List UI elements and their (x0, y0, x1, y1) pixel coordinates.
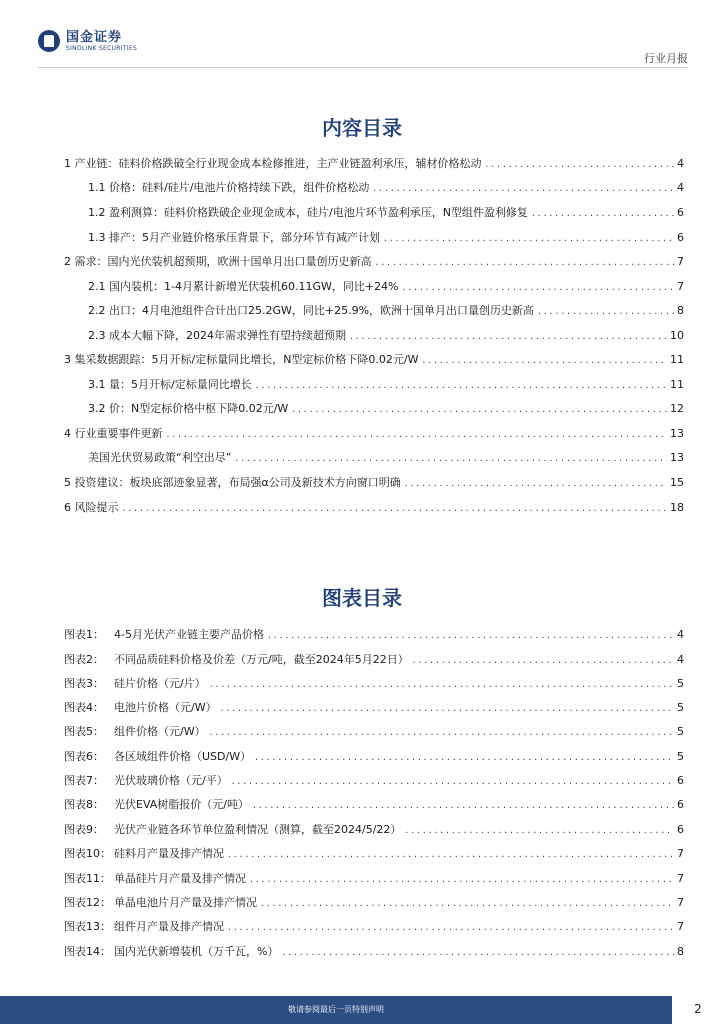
toc-leader (404, 477, 667, 491)
toc-leader (255, 379, 667, 393)
toc-entry-label: 6 风险提示 (64, 501, 119, 514)
figure-title: 硅片价格（元/片） (114, 677, 206, 690)
figure-entry-label (64, 945, 278, 959)
figure-entry-page: 7 (677, 872, 684, 885)
figure-entry[interactable] (64, 628, 684, 643)
figure-number: 图表2： (64, 653, 104, 666)
toc-entry[interactable] (64, 476, 684, 491)
toc-entry-label: 5 投资建议：板块底部迹象显著，布局强α公司及新技术方向窗口明确 (64, 476, 401, 489)
figure-number: 图表1： (64, 628, 104, 641)
figure-title: 光伏产业链各环节单位盈利情况（测算，截至2024/5/22） (114, 823, 402, 836)
toc-entry[interactable] (88, 378, 684, 393)
toc-entry[interactable] (88, 451, 684, 466)
toc-leader (485, 158, 675, 172)
footer-disclaimer: 敬请参阅最后一页特别声明 (288, 1005, 384, 1014)
figure-entry[interactable] (64, 920, 684, 935)
figure-leader (209, 726, 674, 740)
toc-entry-label: 3.1 量：5月开标/定标量同比增长 (88, 378, 252, 391)
figure-leader (227, 921, 674, 935)
figure-entry[interactable] (64, 677, 684, 692)
toc-leader (402, 281, 674, 295)
toc-entry[interactable] (64, 353, 684, 368)
logo-en: SINOLINK SECURITIES (66, 44, 138, 52)
toc-entry-label: 美国光伏贸易政策“利空出尽” (88, 451, 232, 464)
toc-entry-label: 3.2 价：N型定标价格中枢下降0.02元/W (88, 402, 289, 415)
toc-entry[interactable] (88, 206, 684, 221)
figure-number: 图表11： (64, 872, 111, 885)
figure-number: 图表12： (64, 896, 111, 909)
logo-cn: 国金证券 (66, 29, 123, 45)
toc-entry-label: 1.1 价格：硅料/硅片/电池片价格持续下跌，组件价格松动 (88, 181, 370, 194)
toc-leader (531, 207, 674, 221)
figure-number: 图表13： (64, 920, 111, 933)
figure-leader (249, 873, 674, 887)
figure-number: 图表5： (64, 725, 104, 738)
figure-number: 图表10： (64, 847, 111, 860)
toc-entry-label: 1.2 盈利测算：硅料价格跌破企业现金成本，硅片/电池片环节盈利承压，N型组件盈利修复 (88, 206, 528, 219)
figure-number: 图表8： (64, 798, 104, 811)
toc-entry-label: 3 集采数据跟踪：5月开标/定标量同比增长，N型定标价格下降0.02元/W (64, 353, 419, 366)
toc-leader (537, 305, 674, 319)
figure-leader (267, 629, 674, 643)
figure-entry-page: 7 (677, 847, 684, 860)
figure-number: 图表4： (64, 701, 104, 714)
figure-leader (404, 824, 674, 838)
figure-entry[interactable] (64, 798, 684, 813)
figure-leader (252, 799, 674, 813)
figure-entry-label (64, 725, 206, 739)
figure-entry-label (64, 701, 217, 715)
toc-entry[interactable] (88, 280, 684, 295)
figure-number: 图表14： (64, 945, 111, 958)
figure-entry-page: 4 (677, 628, 684, 641)
toc-leader (375, 256, 675, 270)
toc-entry-label: 2.1 国内装机：1-4月累计新增光伏装机60.11GW，同比+24% (88, 280, 399, 293)
toc-leader (291, 403, 667, 417)
figure-title: 电池片价格（元/W） (114, 701, 217, 714)
toc-entry[interactable] (88, 231, 684, 246)
figure-entry-label (64, 823, 401, 837)
figure-leader (254, 751, 674, 765)
figure-entry-page: 5 (677, 750, 684, 763)
figure-entry-page: 8 (677, 945, 684, 958)
toc-entry[interactable] (88, 304, 684, 319)
toc-entry-label: 2 需求：国内光伏装机超预期，欧洲十国单月出口量创历史新高 (64, 255, 372, 268)
figure-number: 图表7： (64, 774, 104, 787)
header-divider (38, 67, 688, 68)
toc-entry-page: 6 (677, 231, 684, 244)
toc-entry-page: 8 (677, 304, 684, 317)
toc-entry-label: 1 产业链：硅料价格跌破全行业现金成本检修推进，主产业链盈利承压，辅材价格松动 (64, 157, 482, 170)
toc-leader (372, 182, 674, 196)
figure-leader (281, 946, 674, 960)
figure-entry-label (64, 847, 224, 861)
toc-entry[interactable] (64, 157, 684, 172)
toc-entry-page: 18 (670, 501, 684, 514)
figure-leader (231, 775, 674, 789)
toc-entry-page: 12 (670, 402, 684, 415)
figure-title: 国内光伏新增装机（万千瓦，%） (114, 945, 279, 958)
figure-title: 组件月产量及排产情况 (114, 920, 224, 933)
toc-entry-page: 7 (677, 255, 684, 268)
toc-entry-page: 11 (670, 378, 684, 391)
toc-entry[interactable] (88, 329, 684, 344)
figure-title: 组件价格（元/W） (114, 725, 206, 738)
toc-entry[interactable] (88, 181, 684, 196)
figure-title: 不同品质硅料价格及价差（万元/吨，截至2024年5月22日） (114, 653, 409, 666)
figure-entry-page: 5 (677, 677, 684, 690)
toc-entry-page: 4 (677, 181, 684, 194)
figure-entry-label (64, 774, 228, 788)
figure-title: 光伏EVA树脂报价（元/吨） (114, 798, 250, 811)
figure-entry-label (64, 896, 257, 910)
figure-entry[interactable] (64, 847, 684, 862)
figure-entry[interactable] (64, 750, 684, 765)
figure-entry-label (64, 798, 249, 812)
figure-entry[interactable] (64, 774, 684, 789)
toc-entry-page: 4 (677, 157, 684, 170)
logo-mark-icon (38, 30, 60, 52)
toc-entry-page: 7 (677, 280, 684, 293)
figures-title: 图表目录 (322, 586, 402, 610)
page-number: 2 (694, 1002, 702, 1016)
figure-entry-page: 5 (677, 725, 684, 738)
figure-leader (260, 897, 674, 911)
figure-title: 4-5月光伏产业链主要产品价格 (114, 628, 264, 641)
figure-entry[interactable] (64, 896, 684, 911)
toc-entry-page: 15 (670, 476, 684, 489)
figure-leader (220, 702, 674, 716)
figure-entry[interactable] (64, 945, 684, 960)
figure-entry-label (64, 653, 409, 667)
figure-entry[interactable] (64, 653, 684, 668)
toc-entry-label: 4 行业重要事件更新 (64, 427, 163, 440)
toc-entry-label: 2.2 出口：4月电池组件合计出口25.2GW，同比+25.9%，欧洲十国单月出口量创历史新高 (88, 304, 535, 317)
figure-title: 单晶硅片月产量及排产情况 (114, 872, 246, 885)
toc-entry[interactable] (64, 501, 684, 516)
figure-entry[interactable] (64, 872, 684, 887)
figure-entry[interactable] (64, 701, 684, 716)
toc-entry-page: 10 (670, 329, 684, 342)
toc-entry-label: 2.3 成本大幅下降，2024年需求弹性有望持续超预期 (88, 329, 346, 342)
toc-leader (166, 428, 668, 442)
figure-entry[interactable] (64, 725, 684, 740)
figure-number: 图表9： (64, 823, 104, 836)
toc-leader (349, 330, 667, 344)
figure-entry-label (64, 628, 264, 642)
toc-entry-page: 13 (670, 427, 684, 440)
figure-title: 各区域组件价格（USD/W） (114, 750, 252, 763)
toc-entry-page: 13 (670, 451, 684, 464)
figure-entry-page: 5 (677, 701, 684, 714)
figure-entry-page: 4 (677, 653, 684, 666)
figure-title: 单晶电池片月产量及排产情况 (114, 896, 257, 909)
contents-title: 内容目录 (322, 116, 402, 140)
figure-entry-page: 6 (677, 823, 684, 836)
toc-entry[interactable] (88, 402, 684, 417)
figure-entry-label (64, 872, 246, 886)
toc-entry-page: 11 (670, 353, 684, 366)
toc-entry[interactable] (64, 255, 684, 270)
toc-leader (383, 232, 674, 246)
figure-entry-page: 6 (677, 798, 684, 811)
toc-entry-label: 1.3 排产：5月产业链价格承压背景下，部分环节有减产计划 (88, 231, 380, 244)
toc-entry[interactable] (64, 427, 684, 442)
figure-leader (412, 654, 674, 668)
figure-title: 光伏玻璃价格（元/平） (114, 774, 228, 787)
figure-entry[interactable] (64, 823, 684, 838)
toc-leader (122, 502, 668, 516)
logo (38, 28, 137, 54)
figure-entry-label (64, 750, 251, 764)
figure-title: 硅料月产量及排产情况 (114, 847, 224, 860)
figure-number: 图表6： (64, 750, 104, 763)
figure-entry-page: 7 (677, 896, 684, 909)
figure-number: 图表3： (64, 677, 104, 690)
logo-text (66, 31, 137, 52)
figure-leader (209, 678, 674, 692)
figure-entry-label (64, 677, 206, 691)
figure-leader (227, 848, 674, 862)
footer (0, 996, 724, 1024)
figure-entry-label (64, 920, 224, 934)
toc-entry-page: 6 (677, 206, 684, 219)
toc-leader (234, 452, 667, 466)
figure-entry-page: 7 (677, 920, 684, 933)
toc-leader (422, 354, 667, 368)
report-type: 行业月报 (644, 52, 688, 65)
figure-entry-page: 6 (677, 774, 684, 787)
